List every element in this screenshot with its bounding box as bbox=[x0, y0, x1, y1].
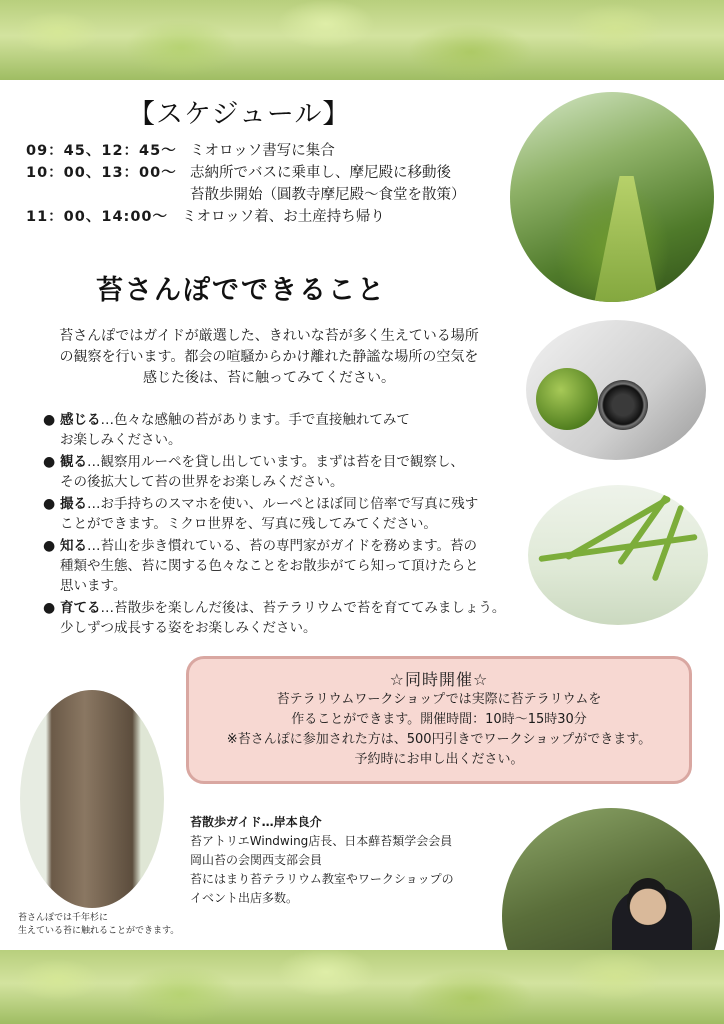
fern-moss-photo bbox=[528, 485, 708, 625]
event-line: 作ることができます。開催時間：10時～15時30分 bbox=[291, 712, 587, 727]
guide-line: 岡山苔の会関西支部会員 bbox=[190, 853, 323, 867]
guide-line: 苔にはまり苔テラリウム教室やワークショップの bbox=[190, 872, 454, 886]
moss-banner-bottom bbox=[0, 950, 724, 1024]
feature-keyword: 撮る bbox=[60, 496, 87, 512]
caption-line: 生えている苔に触れることができます。 bbox=[18, 926, 180, 936]
intro-line: 苔さんぽではガイドが厳選した、きれいな苔が多く生えている場所 bbox=[59, 328, 479, 344]
event-line: 苔テラリウムワークショップでは実際に苔テラリウムを bbox=[276, 692, 602, 707]
feature-item bbox=[40, 598, 518, 638]
event-line: 予約時にお申し出ください。 bbox=[354, 752, 524, 767]
schedule-desc: 志納所でバスに乗車し、摩尼殿に移動後 bbox=[190, 165, 451, 181]
feature-text: 少しずつ成長する姿をお楽しみください。 bbox=[60, 620, 317, 636]
bullet-icon: ● bbox=[43, 412, 56, 428]
schedule-row bbox=[26, 140, 335, 162]
schedule-time: 11：00、14:00～ bbox=[26, 209, 169, 225]
schedule-time: 10：00、13：00～ bbox=[26, 165, 177, 181]
event-box bbox=[186, 656, 692, 784]
feature-list bbox=[40, 410, 518, 640]
tree-caption bbox=[18, 912, 218, 938]
feature-keyword: 観る bbox=[60, 454, 87, 470]
feature-text: 思います。 bbox=[60, 578, 127, 594]
intro-line: の観察を行います。都会の喧騒からかけ離れた静謐な場所の空気を bbox=[59, 349, 479, 365]
intro-line: 感じた後は、苔に触ってみてください。 bbox=[143, 370, 395, 386]
bullet-icon: ● bbox=[43, 496, 56, 512]
schedule-title: 【スケジュール】 bbox=[128, 99, 351, 130]
schedule-desc: 苔散歩開始（圓教寺摩尼殿～食堂を散策） bbox=[190, 187, 466, 203]
feature-text: …観察用ルーペを貸し出しています。まずは苔を目で観察し、 bbox=[87, 454, 464, 470]
schedule-row bbox=[26, 184, 466, 206]
schedule-row bbox=[26, 206, 385, 228]
feature-text: お楽しみください。 bbox=[60, 432, 182, 448]
event-line: ※苔さんぽに参加された方は、500円引きでワークショップができます。 bbox=[226, 732, 652, 747]
feature-item bbox=[40, 452, 518, 492]
guide-profile bbox=[190, 813, 510, 908]
feature-keyword: 育てる bbox=[60, 600, 101, 616]
feature-item bbox=[40, 536, 518, 596]
intro-text bbox=[30, 326, 508, 389]
caption-line: 苔さんぽでは千年杉に bbox=[18, 913, 109, 923]
bullet-icon: ● bbox=[43, 454, 56, 470]
feature-text: …苔山を歩き慣れている、苔の専門家がガイドを務めます。苔の bbox=[87, 538, 478, 554]
feature-text: ことができます。ミクロ世界を、写真に残してみてください。 bbox=[60, 516, 437, 532]
schedule-desc: ミオロッソ着、お土産持ち帰り bbox=[182, 209, 385, 225]
schedule-time: 09：45、12：45～ bbox=[26, 143, 177, 159]
feature-item bbox=[40, 410, 518, 450]
feature-text: …お手持ちのスマホを使い、ルーペとほぼ同じ倍率で写真に残す bbox=[87, 496, 479, 512]
section-title: 苔さんぽでできること bbox=[96, 275, 386, 306]
moss-banner-top bbox=[0, 0, 724, 80]
bullet-icon: ● bbox=[43, 538, 56, 554]
feature-text: 種類や生態、苔に関する色々なことをお散歩がてら知って頂けたらと bbox=[60, 558, 479, 574]
guide-title: 苔散歩ガイド…岸本良介 bbox=[190, 815, 322, 829]
event-title: ☆同時開催☆ bbox=[389, 670, 489, 689]
moss-path-photo bbox=[510, 92, 714, 302]
feature-text: …苔散歩を楽しんだ後は、苔テラリウムで苔を育ててみましょう。 bbox=[100, 600, 506, 616]
bullet-icon: ● bbox=[43, 600, 56, 616]
feature-keyword: 知る bbox=[60, 538, 87, 554]
guide-line: イベント出店多数。 bbox=[190, 891, 299, 905]
schedule-row bbox=[26, 162, 451, 184]
schedule-desc: ミオロッソ書写に集合 bbox=[190, 143, 335, 159]
feature-text: その後拡大して苔の世界をお楽しみください。 bbox=[60, 474, 344, 490]
cedar-tree-photo bbox=[20, 690, 164, 908]
moss-loupe-photo bbox=[526, 320, 706, 460]
feature-text: …色々な感触の苔があります。手で直接触れてみて bbox=[100, 412, 410, 428]
feature-item bbox=[40, 494, 518, 534]
feature-keyword: 感じる bbox=[60, 412, 101, 428]
guide-line: 苔アトリエWindwing店長、日本蘚苔類学会会員 bbox=[190, 834, 453, 848]
